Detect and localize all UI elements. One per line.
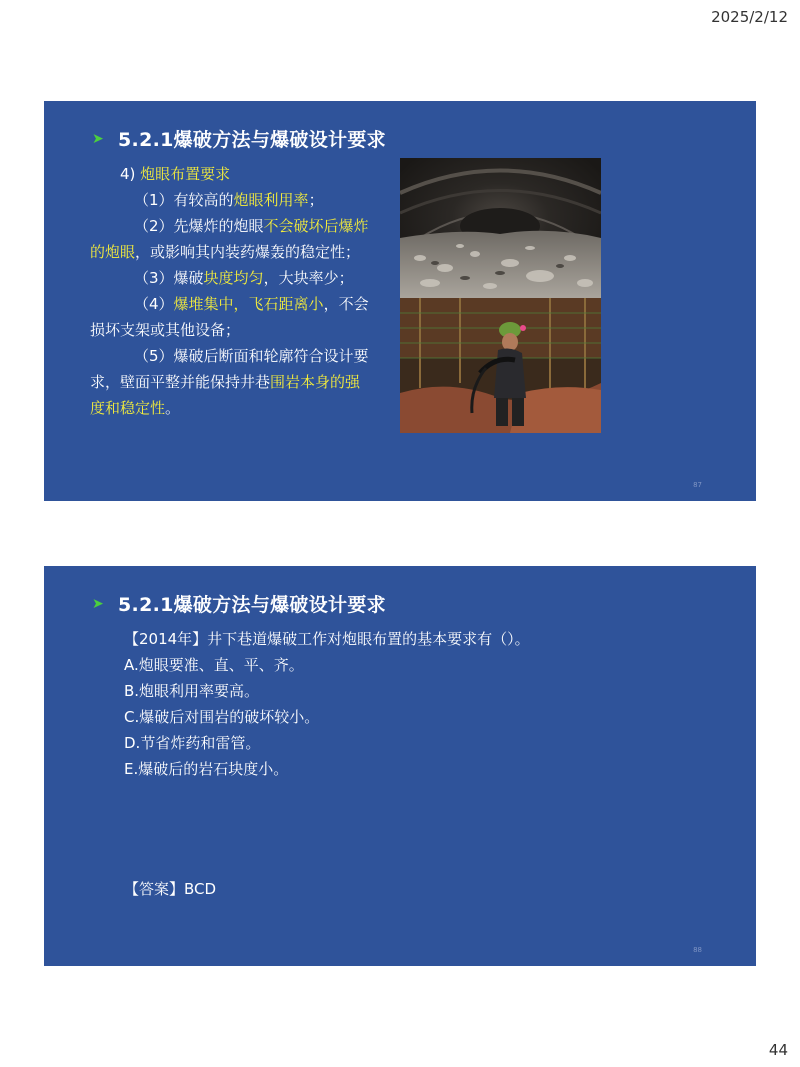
- slide-number: 88: [693, 946, 702, 954]
- question-block: [124, 626, 530, 782]
- slide-title: [92, 125, 386, 152]
- requirement-4: （4）爆堆集中，飞石距离小，不会 损坏支架或其他设备；: [90, 295, 369, 339]
- page-number: 44: [768, 1041, 788, 1059]
- slide-title-text: 5.2.1爆破方法与爆破设计要求: [118, 129, 386, 151]
- question-text: 【2014年】井下巷道爆破工作对炮眼布置的基本要求有（）。: [124, 630, 530, 648]
- tunnel-rubble-photo: [400, 158, 601, 298]
- answer-text: 【答案】BCD: [124, 880, 217, 898]
- page-date: 2025/2/12: [711, 8, 788, 26]
- slide-1: [44, 101, 756, 501]
- arrow-bullet-icon: ➤: [92, 595, 105, 612]
- option-d: D.节省炸药和雷管。: [124, 734, 261, 752]
- requirement-2: （2）先爆炸的炮眼不会破坏后爆炸 的炮眼，或影响其内装药爆轰的稳定性；: [90, 217, 369, 261]
- requirement-5: （5）爆破后断面和轮廓符合设计要 求，壁面平整并能保持井巷围岩本身的强 度和稳定性。: [90, 347, 369, 417]
- option-c: C.爆破后对围岩的破坏较小。: [124, 708, 320, 726]
- option-a: A.炮眼要准、直、平、齐。: [124, 656, 304, 674]
- option-b: B.炮眼利用率要高。: [124, 682, 260, 700]
- slide-title-text: 5.2.1爆破方法与爆破设计要求: [118, 594, 386, 616]
- option-e: E.爆破后的岩石块度小。: [124, 760, 289, 778]
- slide-2: [44, 566, 756, 966]
- slide-number: 87: [693, 481, 702, 489]
- section-heading: 4) 炮眼布置要求: [120, 165, 231, 183]
- requirement-1: （1）有较高的炮眼利用率；: [134, 191, 324, 209]
- requirement-3: （3）爆破块度均匀，大块率少；: [134, 269, 354, 287]
- miner-drilling-photo: [400, 298, 601, 433]
- arrow-bullet-icon: ➤: [92, 130, 105, 147]
- slide-body-text: [90, 161, 396, 421]
- slide-title: [92, 590, 386, 617]
